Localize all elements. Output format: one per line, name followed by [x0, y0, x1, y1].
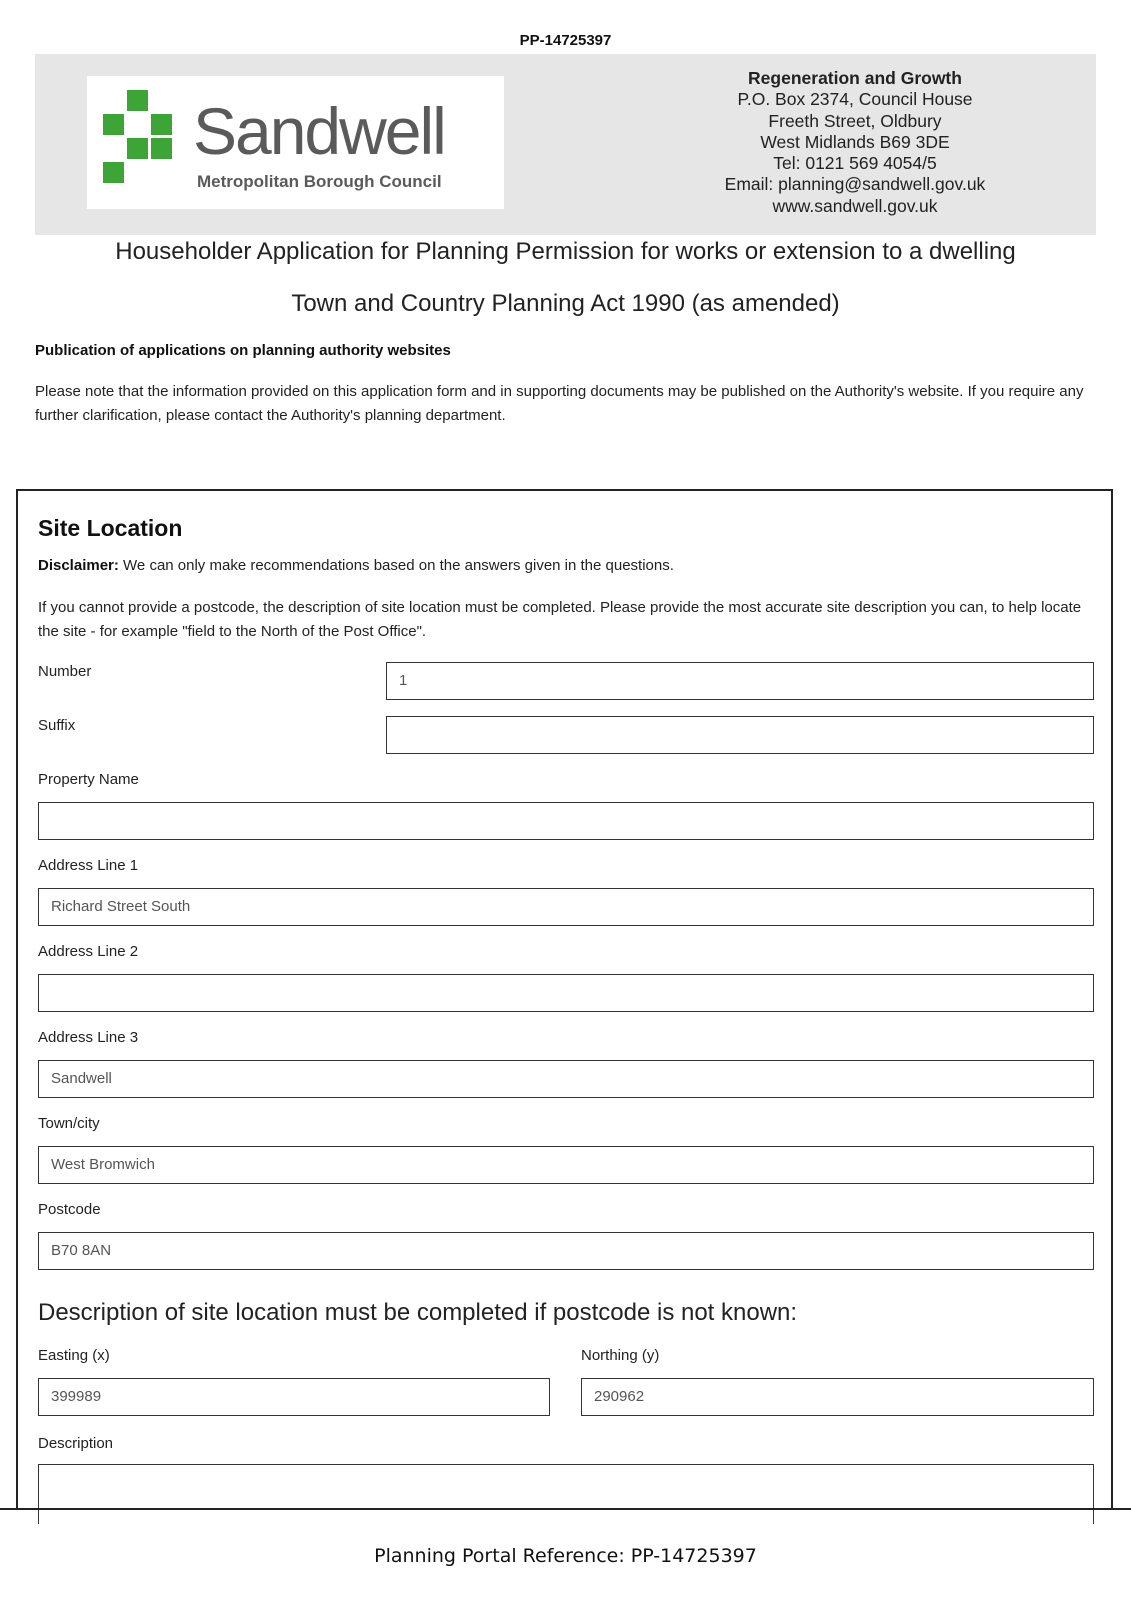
form-title: Householder Application for Planning Permission for works or extension to a dwelling [115, 238, 1016, 265]
publication-heading: Publication of applications on planning authority websites [35, 342, 451, 359]
page-divider [0, 1508, 1131, 1510]
logo-wordmark: Sandwell [193, 94, 445, 168]
contact-website: www.sandwell.gov.uk [772, 195, 938, 216]
disclaimer-label: Disclaimer: [38, 557, 119, 574]
contact-block [695, 68, 1015, 217]
contact-line: P.O. Box 2374, Council House [737, 89, 973, 110]
address-line-2-field[interactable] [38, 974, 1094, 1012]
publication-text: Please note that the information provided on this application form and in supporting documents may be published on the Authority's website. If you require any further clarification, please contact the Authority's planning department. [35, 383, 1084, 424]
suffix-field[interactable] [386, 716, 1094, 754]
form-act: Town and Country Planning Act 1990 (as amended) [291, 290, 840, 317]
property-name-field[interactable] [38, 802, 1094, 840]
postcode-note: If you cannot provide a postcode, the description of site location must be completed. Please provide the most accurate site description you can, to help locate the site - for example "field to the North of the Post Office". [38, 599, 1082, 640]
address-line-3-field[interactable]: Sandwell [38, 1060, 1094, 1098]
property-name-label: Property Name [38, 771, 139, 788]
contact-email: Email: planning@sandwell.gov.uk [724, 174, 986, 195]
description-label: Description [38, 1435, 114, 1452]
disclaimer-text: We can only make recommendations based on the answers given in the questions. [118, 557, 674, 574]
number-label: Number [38, 663, 92, 680]
number-field[interactable]: 1 [386, 662, 1094, 700]
easting-label: Easting (x) [38, 1347, 110, 1364]
site-location-section [16, 489, 1113, 1509]
section-title: Site Location [38, 515, 183, 541]
contact-line: West Midlands B69 3DE [760, 131, 950, 152]
letterhead [35, 54, 1096, 235]
footer-reference: Planning Portal Reference: PP-14725397 [374, 1545, 757, 1567]
reference-number-top: PP-14725397 [519, 32, 612, 49]
address-line-1-label: Address Line 1 [38, 857, 139, 874]
northing-label: Northing (y) [581, 1347, 660, 1364]
logo-subtitle: Metropolitan Borough Council [197, 172, 442, 191]
address-line-2-label: Address Line 2 [38, 943, 139, 960]
postcode-label: Postcode [38, 1201, 101, 1218]
town-city-field[interactable]: West Bromwich [38, 1146, 1094, 1184]
department-name: Regeneration and Growth [748, 68, 962, 88]
address-line-3-label: Address Line 3 [38, 1029, 139, 1046]
description-heading: Description of site location must be completed if postcode is not known: [38, 1299, 798, 1326]
suffix-label: Suffix [38, 717, 76, 734]
town-city-label: Town/city [38, 1115, 100, 1132]
sandwell-logo-mark-icon [101, 90, 181, 194]
address-line-1-field[interactable]: Richard Street South [38, 888, 1094, 926]
contact-line: Tel: 0121 569 4054/5 [773, 153, 937, 174]
northing-field[interactable]: 290962 [581, 1378, 1094, 1416]
easting-field[interactable]: 399989 [38, 1378, 550, 1416]
contact-line: Freeth Street, Oldbury [768, 110, 942, 131]
description-field[interactable] [38, 1464, 1094, 1524]
council-logo [87, 76, 504, 209]
postcode-field[interactable]: B70 8AN [38, 1232, 1094, 1270]
disclaimer [38, 557, 674, 574]
